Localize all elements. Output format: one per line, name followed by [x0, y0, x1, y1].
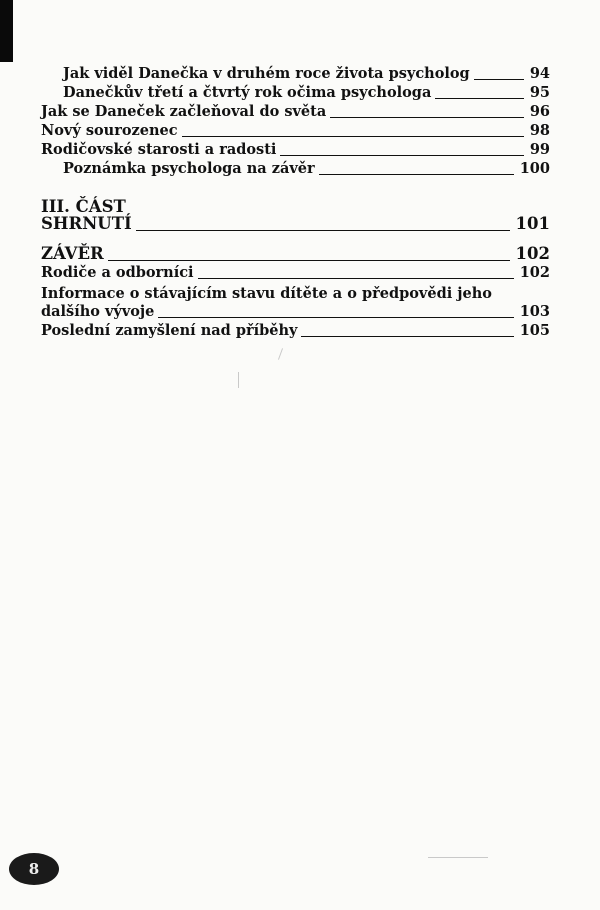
toc-entry-page: 94 — [529, 65, 550, 82]
part-heading: III. ČÁST — [41, 197, 126, 216]
toc-entry-page: 102 — [515, 244, 550, 263]
toc-entry-label: Nový sourozenec — [41, 122, 178, 139]
toc-entry — [63, 67, 550, 82]
toc-entry-page: 96 — [529, 103, 550, 120]
toc-entry-label: SHRNUTÍ — [41, 214, 132, 233]
toc-entry — [63, 86, 550, 101]
toc-entry-label-line1: Informace o stávajícím stavu dítěte a o předpovědi jeho — [41, 285, 492, 302]
toc-entry-label: ZÁVĚR — [41, 244, 104, 263]
toc-entry-label-line2: dalšího vývoje — [41, 303, 155, 320]
toc-entry-page: 101 — [515, 214, 550, 233]
toc-entry — [41, 305, 550, 320]
paper-mark — [278, 348, 283, 360]
toc-entry — [41, 324, 550, 339]
toc-leader-line — [108, 260, 510, 261]
page-number-badge: 8 — [9, 853, 59, 885]
toc-entry-page: 105 — [519, 322, 550, 339]
toc-leader-line — [319, 174, 514, 175]
toc-entry-page: 95 — [529, 84, 550, 101]
toc-entry-page: 103 — [519, 303, 550, 320]
toc-leader-line — [330, 117, 524, 118]
page-edge-shadow — [0, 0, 13, 62]
toc-entry-label: Danečkův třetí a čtvrtý rok očima psychologa — [63, 84, 432, 101]
toc-entry-label: Rodiče a odborníci — [41, 264, 194, 281]
toc-entry-page: 102 — [519, 264, 550, 281]
toc-entry-page: 99 — [529, 141, 550, 158]
toc-entry-page: 100 — [519, 160, 550, 177]
toc-entry-label: Jak viděl Danečka v druhém roce života psycholog — [63, 65, 470, 82]
paper-mark — [238, 372, 239, 388]
toc-entry-label: Jak se Daneček začleňoval do světa — [41, 103, 327, 120]
toc-entry-conclusion — [41, 246, 550, 263]
toc-entry-page: 98 — [529, 122, 550, 139]
toc-entry — [41, 143, 550, 158]
paper-mark — [428, 857, 488, 858]
toc-leader-line — [136, 230, 510, 231]
toc-entry — [63, 162, 550, 177]
toc-entry — [41, 266, 550, 281]
toc-entry — [41, 105, 550, 120]
toc-leader-line — [182, 136, 524, 137]
toc-entry-summary — [41, 216, 550, 233]
toc-entry — [41, 124, 550, 139]
toc-leader-line — [158, 317, 513, 318]
toc-leader-line — [474, 79, 524, 80]
toc-leader-line — [435, 98, 523, 99]
toc-leader-line — [280, 155, 523, 156]
toc-leader-line — [301, 336, 513, 337]
toc-leader-line — [198, 278, 514, 279]
toc-entry-label: Rodičovské starosti a radosti — [41, 141, 277, 158]
toc-entry-label: Poslední zamyšlení nad příběhy — [41, 322, 298, 339]
toc-entry-label: Poznámka psychologa na závěr — [63, 160, 315, 177]
